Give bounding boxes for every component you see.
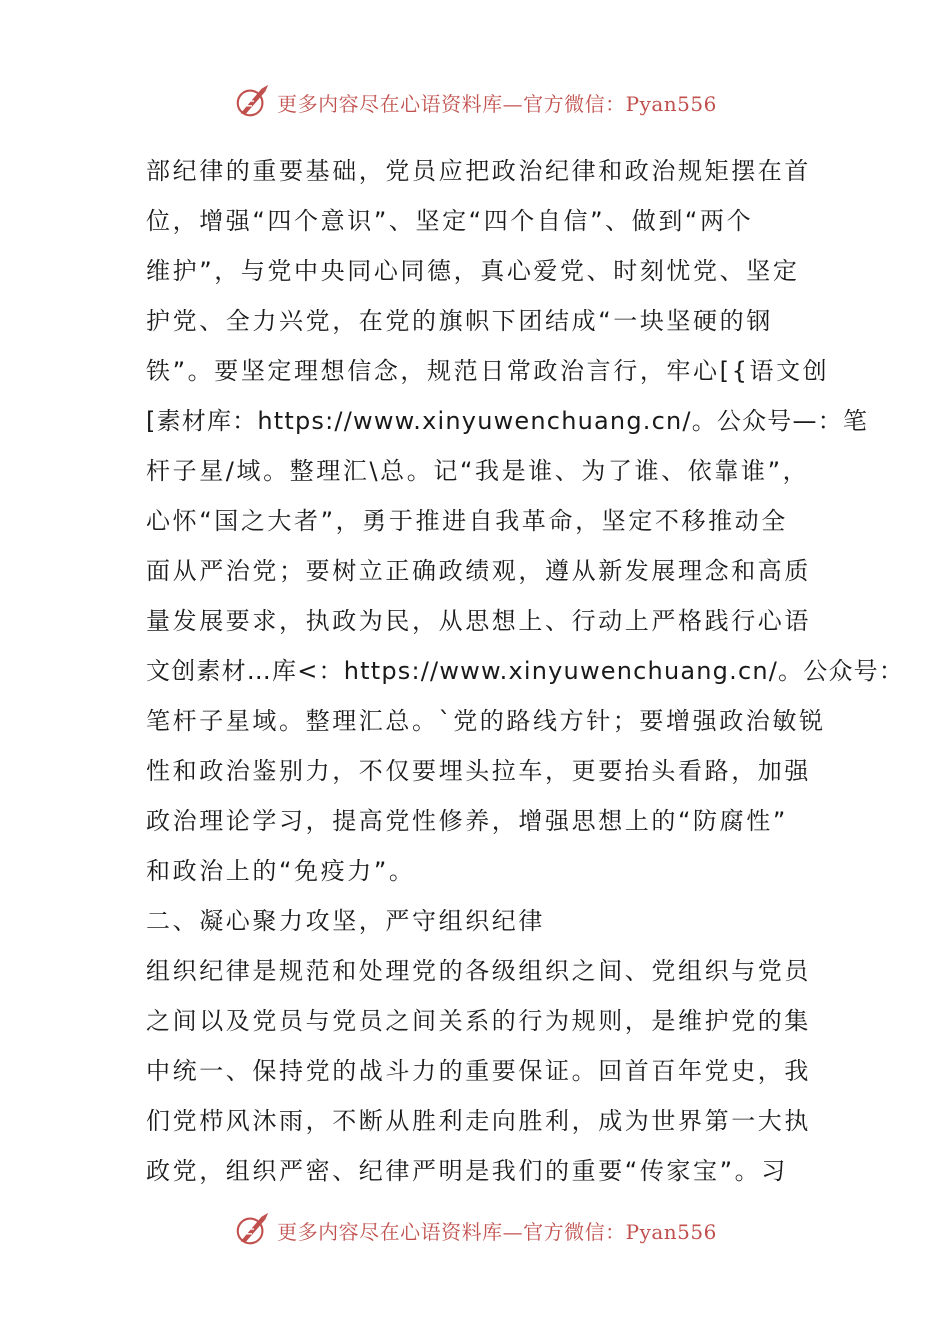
quill-pen-logo-icon xyxy=(233,1211,271,1249)
quill-pen-logo-icon xyxy=(233,83,271,121)
text-line: 文创素材…库<：https://www.xinyuwenchuang.cn/。公众号： xyxy=(146,657,905,685)
footer-banner xyxy=(0,1210,950,1250)
text-line: 们党栉风沐雨，不断从胜利走向胜利，成为世界第一大执 xyxy=(146,1107,811,1135)
text-line: 量发展要求，执政为民，从思想上、行动上严格践行心语 xyxy=(146,607,811,635)
text-line: 政党，组织严密、纪律严明是我们的重要“传家宝”。习 xyxy=(146,1157,788,1185)
footer-banner-text: 更多内容尽在心语资料库—官方微信：Pyan556 xyxy=(277,1219,717,1244)
section-heading: 二、凝心聚力攻坚，严守组织纪律 xyxy=(146,907,545,935)
text-line: 心怀“国之大者”，勇于推进自我革命，坚定不移推动全 xyxy=(146,507,788,535)
text-line: 和政治上的“免疫力”。 xyxy=(146,857,416,885)
text-line: 政治理论学习，提高党性修养，增强思想上的“防腐性” xyxy=(146,807,788,835)
text-line: 护党、全力兴党，在党的旗帜下团结成“一块坚硬的钢 xyxy=(146,307,773,335)
text-line: 中统一、保持党的战斗力的重要保证。回首百年党史，我 xyxy=(146,1057,811,1085)
text-line: 位，增强“四个意识”、坚定“四个自信”、做到“两个 xyxy=(146,207,754,235)
text-line: 性和政治鉴别力，不仅要埋头拉车，更要抬头看路，加强 xyxy=(146,757,811,785)
text-line: 部纪律的重要基础，党员应把政治纪律和政治规矩摆在首 xyxy=(146,157,811,185)
text-line: 之间以及党员与党员之间关系的行为规则，是维护党的集 xyxy=(146,1007,811,1035)
text-line: [素材库：https://www.xinyuwenchuang.cn/。公众号—：笔 xyxy=(146,407,869,435)
header-banner xyxy=(0,82,950,122)
text-line: 维护”，与党中央同心同德，真心爱党、时刻忧党、坚定 xyxy=(146,257,800,285)
text-line: 笔杆子星域。整理汇总。`党的路线方针；要增强政治敏锐 xyxy=(146,707,826,735)
document-body xyxy=(146,146,905,1196)
text-line: 组织纪律是规范和处理党的各级组织之间、党组织与党员 xyxy=(146,957,811,985)
header-banner-text: 更多内容尽在心语资料库—官方微信：Pyan556 xyxy=(277,91,717,116)
text-line: 面从严治党；要树立正确政绩观，遵从新发展理念和高质 xyxy=(146,557,811,585)
text-line: 杆子星/域。整理汇\总。记“我是谁、为了谁、依靠谁”， xyxy=(146,457,810,485)
text-line: 铁”。要坚定理想信念，规范日常政治言行，牢心[{语文创 xyxy=(146,357,830,385)
